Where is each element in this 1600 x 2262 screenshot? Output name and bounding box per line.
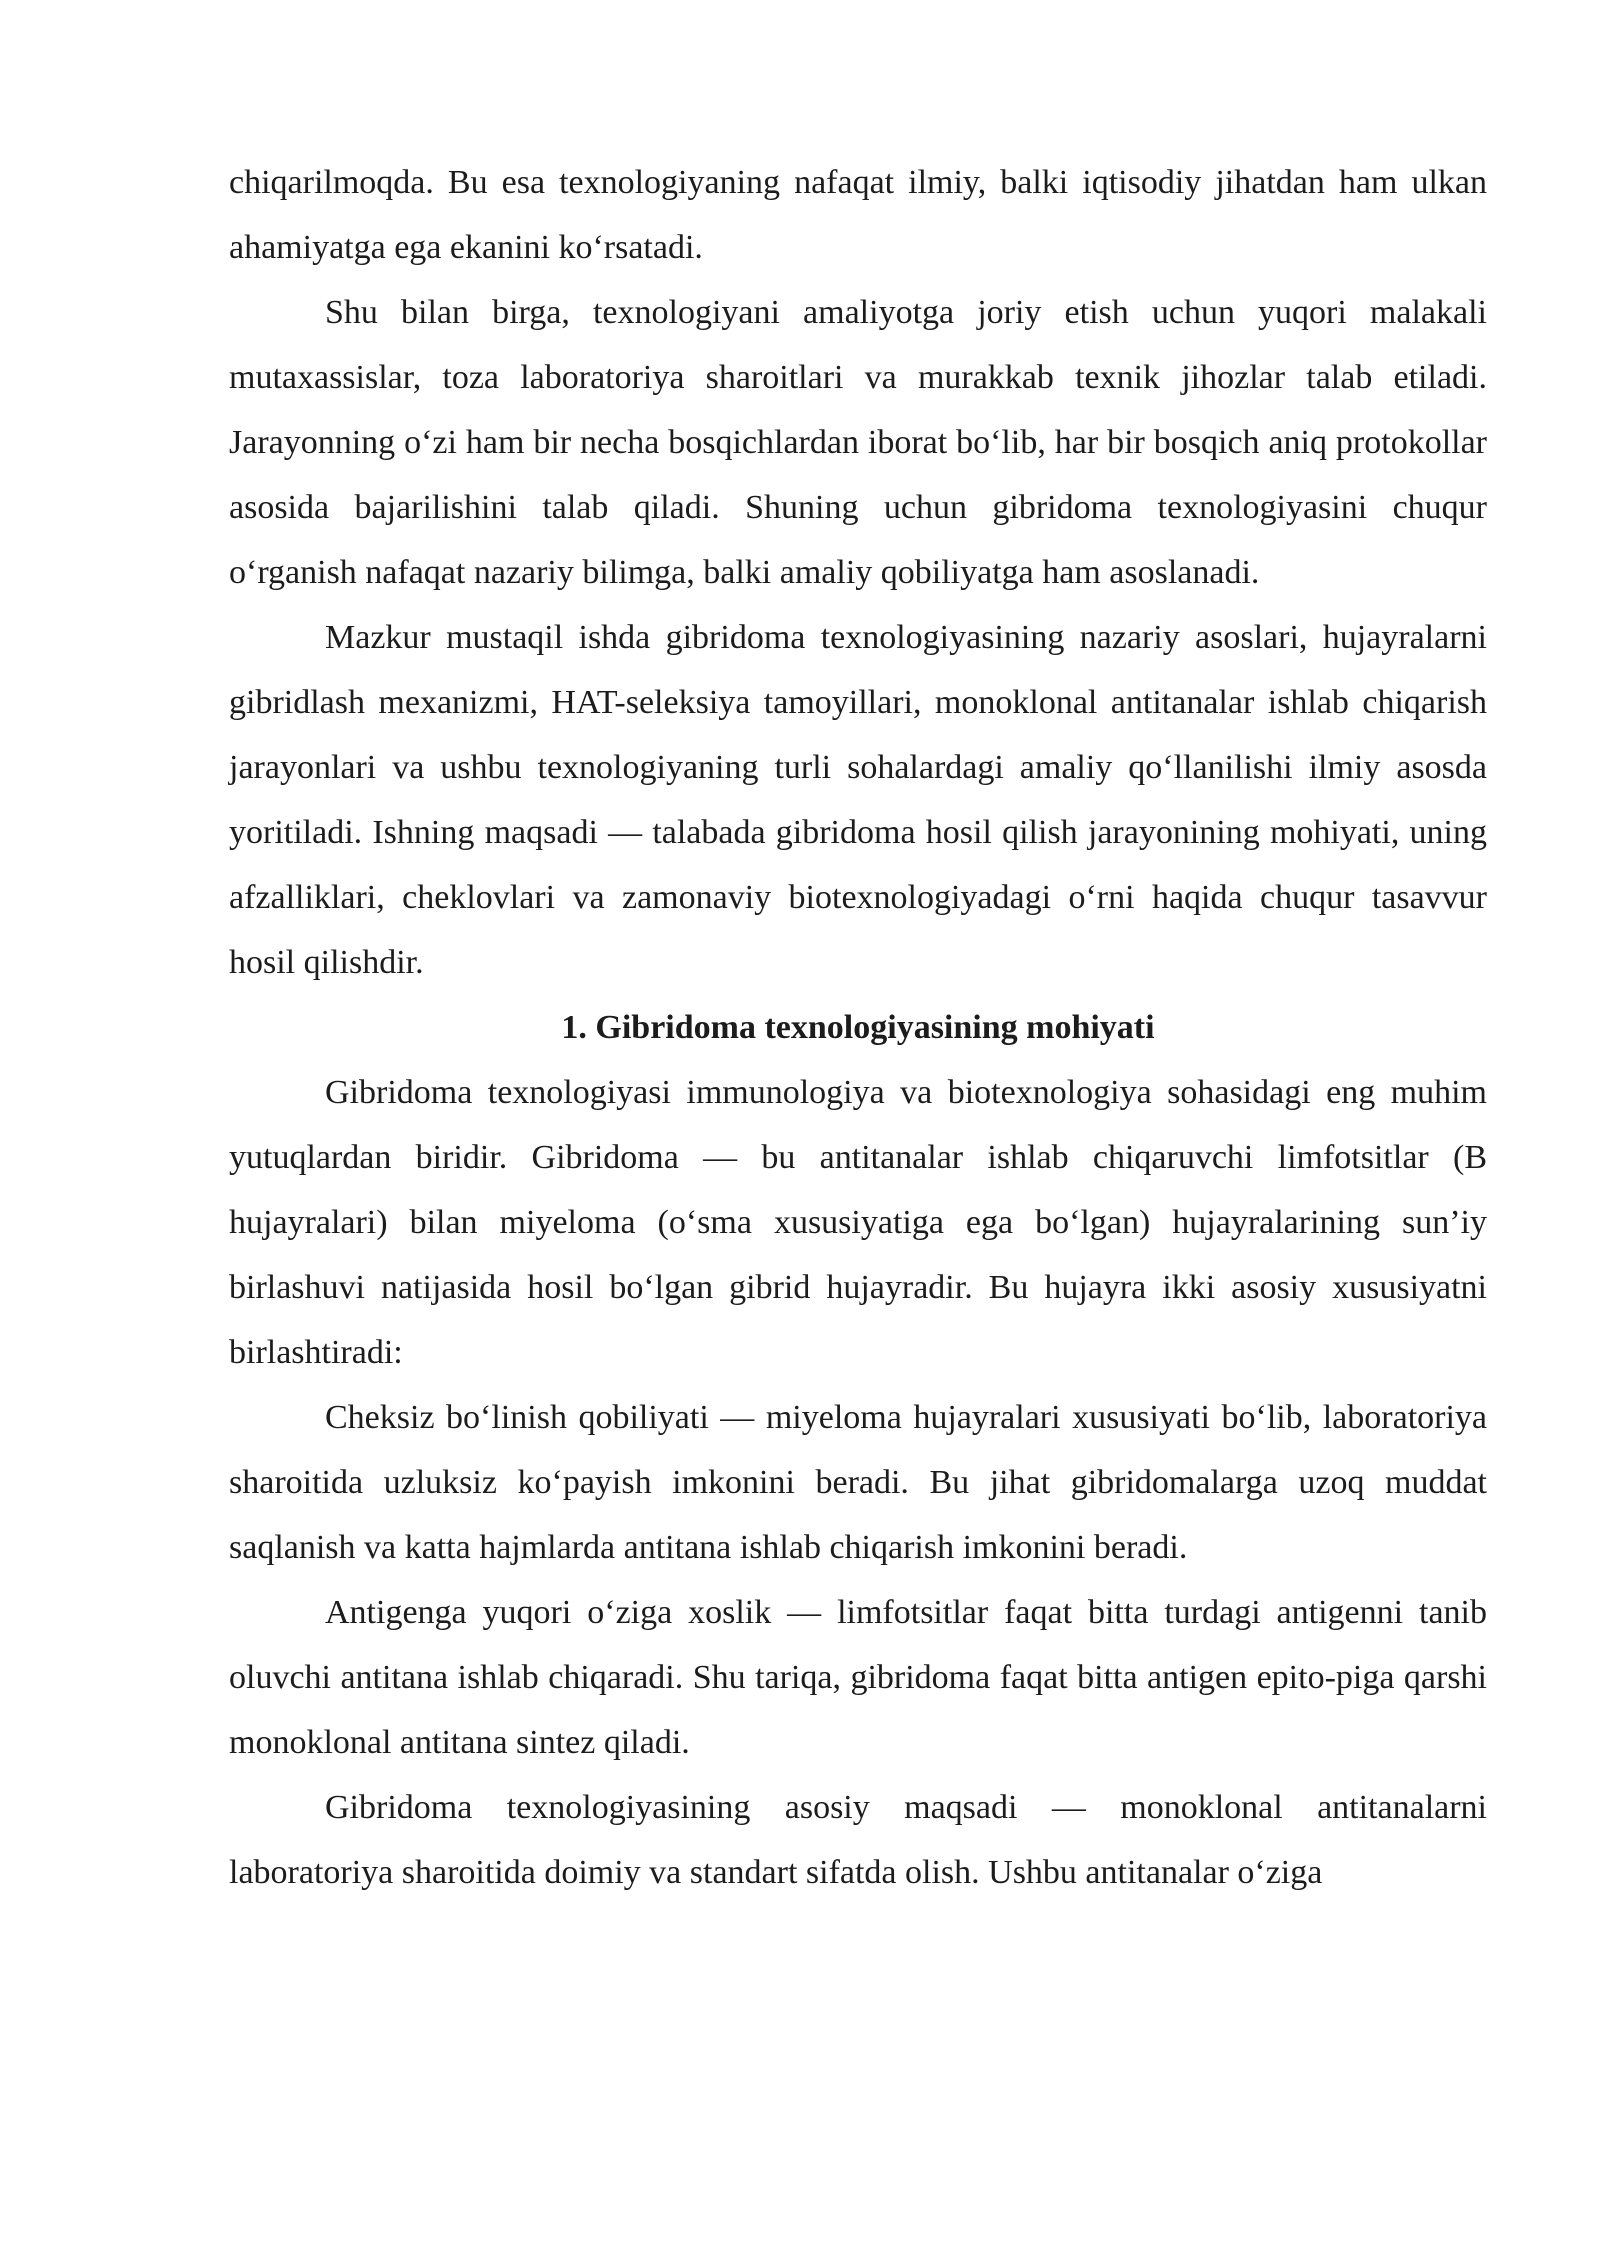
section-heading: 1. Gibridoma texnologiyasining mohiyati xyxy=(561,1009,1155,1046)
paragraph-purpose: Mazkur mustaqil ishda gibridoma texnologiyasining nazariy asoslari, hujayralarni gibridlash mexanizmi, HAT-seleksiya tamoyillari, monoklonal antitanalar ishlab chiqarish jarayonlari va ushbu texnologiyaning turli sohalardagi amaliy qo‘llanilishi ilmiy asosda yoritiladi. Ishning maqsadi — talabada gibridoma hosil qilish jarayonining mohiyati, uning afzalliklari, cheklovlari va zamonaviy biotexnologiyadagi o‘rni haqida chuqur tasavvur hosil qilishdir. xyxy=(229,619,1487,981)
paragraph-continuation: chiqarilmoqda. Bu esa texnologiyaning nafaqat ilmiy, balki iqtisodiy jihatdan ham ulkan ahamiyatga ega ekanini ko‘rsatadi. xyxy=(229,164,1487,266)
paragraph-main-goal: Gibridoma texnologiyasining asosiy maqsadi — monoklonal antitanalarni laboratoriya sharoitida doimiy va standart sifatda olish. Ushbu antitanalar o‘ziga xyxy=(229,1789,1487,1891)
paragraph-antigen-specificity: Antigenga yuqori o‘ziga xoslik — limfotsitlar faqat bitta turdagi antigenni tanib oluvchi antitana ishlab chiqaradi. Shu tariqa, gibridoma faqat bitta antigen epito-piga qarshi monoklonal antitana sintez qiladi. xyxy=(229,1594,1487,1761)
page-body xyxy=(229,150,1487,1905)
paragraph-definition: Gibridoma texnologiyasi immunologiya va biotexnologiya sohasidagi eng muhim yutuqlardan biridir. Gibridoma — bu antitanalar ishlab chiqaruvchi limfotsitlar (B hujayralari) bilan miyeloma (o‘sma xususiyatiga ega bo‘lgan) hujayralarining sun’iy birlashuvi natijasida hosil bo‘lgan gibrid hujayradir. Bu hujayra ikki asosiy xususiyatni birlashtiradi: xyxy=(229,1074,1487,1371)
paragraph-requirements: Shu bilan birga, texnologiyani amaliyotga joriy etish uchun yuqori malakali mutaxassislar, toza laboratoriya sharoitlari va murakkab texnik jihozlar talab etiladi. Jarayonning o‘zi ham bir necha bosqichlardan iborat bo‘lib, har bir bosqich aniq protokollar asosida bajarilishini talab qiladi. Shuning uchun gibridoma texnologiyasini chuqur o‘rganish nafaqat nazariy bilimga, balki amaliy qobiliyatga ham asoslanadi. xyxy=(229,294,1487,591)
paragraph-division-ability: Cheksiz bo‘linish qobiliyati — miyeloma hujayralari xususiyati bo‘lib, laboratoriya sharoitida uzluksiz ko‘payish imkonini beradi. Bu jihat gibridomalarga uzoq muddat saqlanish va katta hajmlarda antitana ishlab chiqarish imkonini beradi. xyxy=(229,1399,1487,1566)
